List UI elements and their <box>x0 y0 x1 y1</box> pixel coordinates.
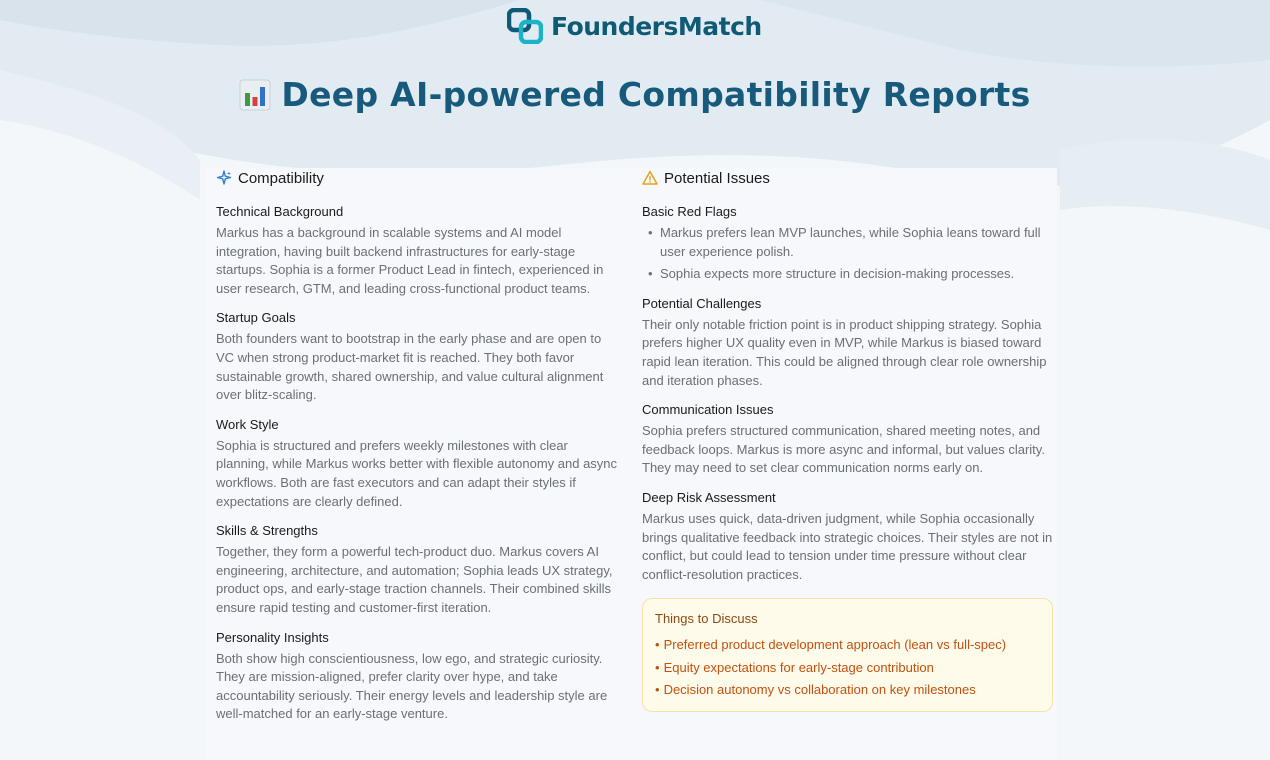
section-body: Sophia is structured and prefers weekly milestones with clear planning, while Markus works better with flexible autonomy and async workflows. Both are fast executors and can adapt their styles if expectations are clearly defined. <box>216 437 618 509</box>
list-item: • Sophia expects more structure in decision-making processes. <box>642 265 1054 284</box>
things-to-discuss-box <box>642 598 1053 712</box>
section-heading: Personality Insights <box>216 629 329 645</box>
brand-name: FoundersMatch <box>551 11 762 41</box>
red-flags-list <box>642 224 1054 284</box>
section-heading: Potential Challenges <box>642 295 762 311</box>
section-body: Together, they form a powerful tech-product duo. Markus covers AI engineering, architecture, and automation; Sophia leads UX strategy, product ops, and early-stage traction channels. Their combined skills ensure rapid testing and customer-first iteration. <box>216 544 613 615</box>
discuss-title: Things to Discuss <box>655 611 758 627</box>
list-item <box>655 657 1040 680</box>
section-heading: Communication Issues <box>642 402 774 418</box>
issues-title: Potential Issues <box>664 169 770 187</box>
section-heading: Deep Risk Assessment <box>642 489 776 505</box>
section-heading: Startup Goals <box>216 310 296 326</box>
section-personality-insights <box>216 630 620 724</box>
brand-logo[interactable] <box>507 8 762 44</box>
section-heading: Technical Background <box>216 204 344 219</box>
hero-heading <box>0 75 1270 114</box>
section-red-flags <box>642 204 1054 284</box>
section-heading: Work Style <box>216 416 279 432</box>
bar-chart-icon <box>239 79 271 111</box>
section-technical-background <box>216 204 620 298</box>
section-body: Their only notable friction point is in product shipping strategy. Sophia prefers higher UX quality even in MVP, while Markus is biased toward rapid lean iteration. This could be aligned through clear role ownership and iteration phases. <box>642 316 1047 388</box>
section-startup-goals <box>216 310 620 404</box>
bullet: • <box>655 682 660 698</box>
section-body: Both show high conscientiousness, low ego, and strategic curiosity. They are mission-aligned, prefer clarity over hype, and take accountability seriously. Their energy levels and leadership style are well-matched for an early-stage venture. <box>216 650 608 722</box>
bullet: • <box>655 659 660 675</box>
section-potential-challenges <box>642 296 1054 390</box>
section-body: Both founders want to bootstrap in the early phase and are open to VC when strong product-market fit is reached. They both favor sustainable growth, shared ownership, and value cultural alignment over blitz-scaling. <box>216 331 604 403</box>
sparkle-icon <box>216 170 232 186</box>
section-body: Markus has a background in scalable systems and AI model integration, having built backend infrastructures for early-stage startups. Sophia is a former Product Lead in fintech, experienced in user research, GTM, and leading cross-functional product teams. <box>216 225 604 296</box>
section-deep-risk-assessment <box>642 490 1054 584</box>
section-body: Sophia prefers structured communication, shared meeting notes, and feedback loops. Markus is more async and informal, but values clarity. They may need to set clear communication norms early on. <box>642 423 1045 476</box>
bullet: • <box>655 637 660 653</box>
compatibility-column <box>216 168 620 736</box>
compatibility-header <box>216 168 620 188</box>
section-work-style <box>216 417 620 511</box>
page-header <box>0 0 1270 140</box>
issues-header <box>642 168 1054 188</box>
section-skills-strengths <box>216 523 620 617</box>
list-item <box>655 634 1040 657</box>
potential-issues-column <box>642 168 1054 712</box>
section-heading: Skills & Strengths <box>216 523 318 539</box>
list-item: • Markus prefers lean MVP launches, while Sophia leans toward full user experience polish. <box>642 224 1054 261</box>
section-heading: Basic Red Flags <box>642 204 737 219</box>
section-body: Markus uses quick, data-driven judgment, while Sophia occasionally brings qualitative feedback into strategic choices. Their styles are not in conflict, but could lead to tension under time pressure without clear conflict-resolution practices. <box>642 510 1053 582</box>
discuss-list <box>655 634 1040 702</box>
link-chain-icon <box>507 8 543 44</box>
discuss-item-text: Preferred product development approach (lean vs full-spec) <box>663 637 1007 653</box>
section-communication-issues <box>642 402 1054 478</box>
page-title: Deep AI-powered Compatibility Reports <box>281 75 1031 114</box>
discuss-item-text: Equity expectations for early-stage contribution <box>663 659 934 675</box>
discuss-item-text: Decision autonomy vs collaboration on key milestones <box>663 682 976 698</box>
list-item <box>655 679 1040 702</box>
warning-triangle-icon <box>642 170 658 186</box>
compatibility-title: Compatibility <box>238 169 324 187</box>
